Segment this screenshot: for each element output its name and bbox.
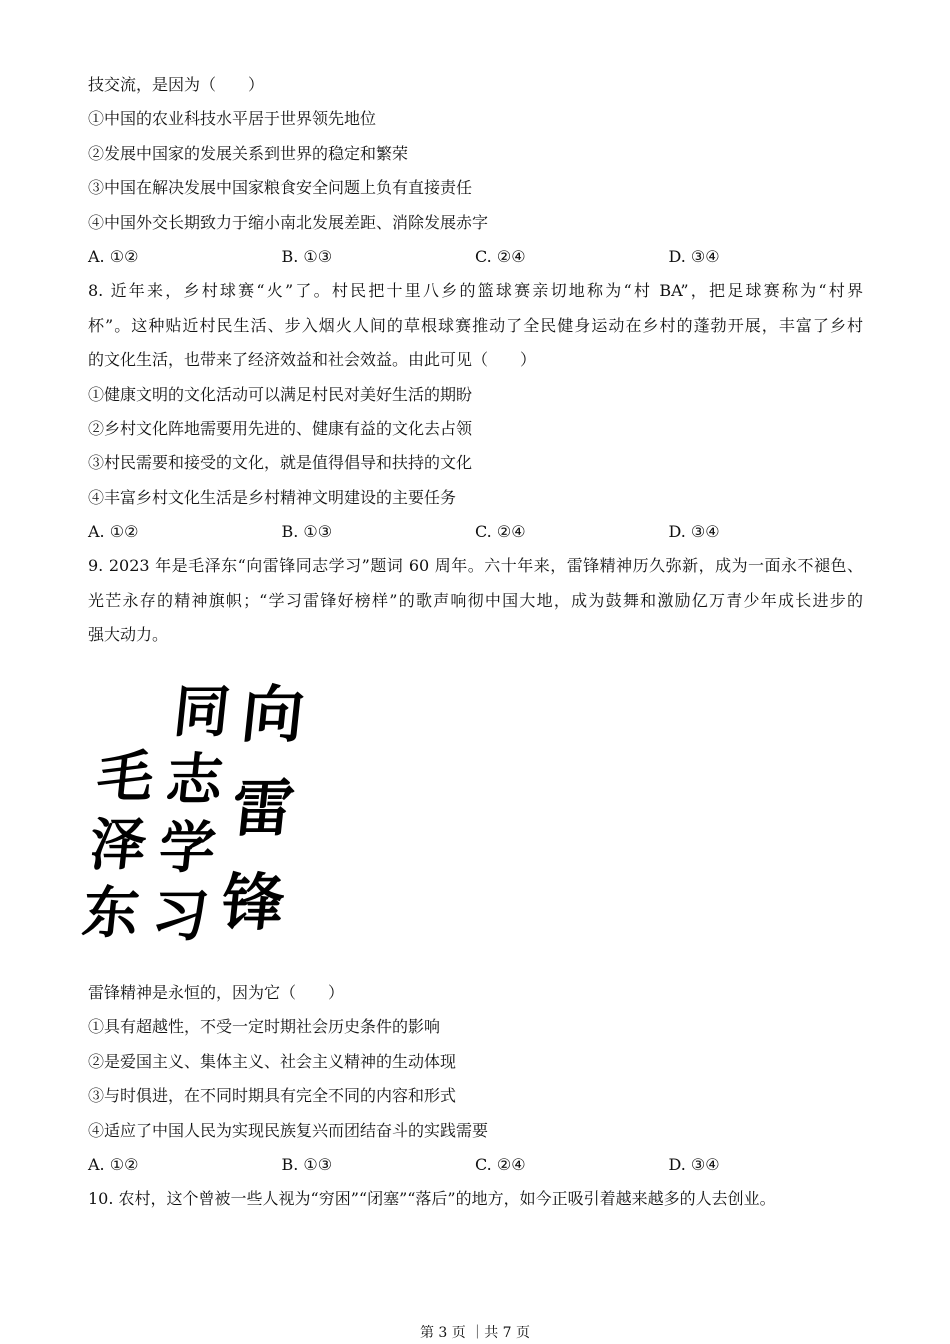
question-stem: 技交流，是因为（ ）: [88, 75, 265, 94]
statement-2: ②乡村文化阵地需要用先进的、健康有益的文化去占领: [88, 418, 473, 438]
statement-3: ③与时俱进，在不同时期具有完全不同的内容和形式: [88, 1086, 457, 1106]
statement-1: ①具有超越性，不受一定时期社会历史条件的影响: [88, 1017, 441, 1037]
question-stem: 雷锋精神是永恒的，因为它（ ）: [88, 983, 345, 1002]
question-8-line-1: 8. 近年来，乡村球赛“火”了。村民把十里八乡的篮球赛亲切地称为“村 BA”，把足球赛称为“村界: [88, 281, 863, 301]
option-b: B. ①③: [281, 1154, 333, 1174]
statement-2: ②是爱国主义、集体主义、社会主义精神的生动体现: [88, 1051, 457, 1071]
question-9-line-3: 强大动力。: [88, 625, 169, 645]
statement-1: ①中国的农业科技水平居于世界领先地位: [88, 109, 377, 129]
statement-4: ④丰富乡村文化生活是乡村精神文明建设的主要任务: [88, 487, 457, 507]
question-8-line-2: 杯”。这种贴近村民生活、步入烟火人间的草根球赛推动了全民健身运动在乡村的蓬勃开展，丰富了乡村: [88, 315, 863, 335]
statement-3: ③中国在解决发展中国家粮食安全问题上负有直接责任: [88, 178, 473, 198]
question-10-line-1: 10. 农村，这个曾被一些人视为“穷困”“闭塞”“落后”的地方，如今正吸引着越来越多的人去创业。: [88, 1189, 776, 1209]
question-9-continued: [88, 976, 863, 1217]
question-8-line-3: 的文化生活，也带来了经济效益和社会效益。由此可见（ ）: [88, 350, 537, 370]
page-footer: 第 3 页 ｜共 7 页: [419, 1325, 531, 1341]
calligraphy-inscription-image: [79, 668, 308, 958]
answer-options: [88, 1148, 863, 1182]
calligraphy-signature: 毛泽东: [79, 744, 157, 946]
statement-2: ②发展中国家的发展关系到世界的稳定和繁荣: [88, 143, 409, 163]
option-d: D. ③④: [668, 1154, 720, 1174]
option-a: A. ①②: [88, 1154, 139, 1174]
statement-4: ④适应了中国人民为实现民族复兴而团结奋斗的实践需要: [88, 1120, 489, 1140]
question-9-line-2: 光芒永存的精神旗帜；“学习雷锋好榜样”的歌声响彻中国大地，成为鼓舞和激励亿万青少年成长进步的: [88, 590, 863, 610]
option-a: A. ①②: [88, 246, 139, 266]
option-c: C. ②④: [475, 1154, 526, 1174]
statement-3: ③村民需要和接受的文化，就是值得倡导和扶持的文化: [88, 453, 473, 473]
answer-options: [88, 515, 863, 549]
answer-options: [88, 240, 863, 274]
calligraphy-column-2: 同志学习: [148, 679, 234, 949]
option-c: C. ②④: [475, 246, 526, 266]
question-9-line-1: 9. 2023 年是毛泽东“向雷锋同志学习”题词 60 周年。六十年来，雷锋精神历久弥新，成为一面永不褪色、: [88, 556, 863, 576]
option-d: D. ③④: [668, 246, 720, 266]
option-c: C. ②④: [475, 522, 526, 542]
option-a: A. ①②: [88, 522, 139, 542]
statement-1: ①健康文明的文化活动可以满足村民对美好生活的期盼: [88, 384, 473, 404]
statement-4: ④中国外交长期致力于缩小南北发展差距、消除发展赤字: [88, 212, 489, 232]
option-b: B. ①③: [281, 246, 333, 266]
option-d: D. ③④: [668, 522, 720, 542]
option-b: B. ①③: [281, 522, 333, 542]
question-7-continued: [88, 68, 863, 653]
calligraphy-column-1: 向雷锋: [218, 678, 308, 939]
